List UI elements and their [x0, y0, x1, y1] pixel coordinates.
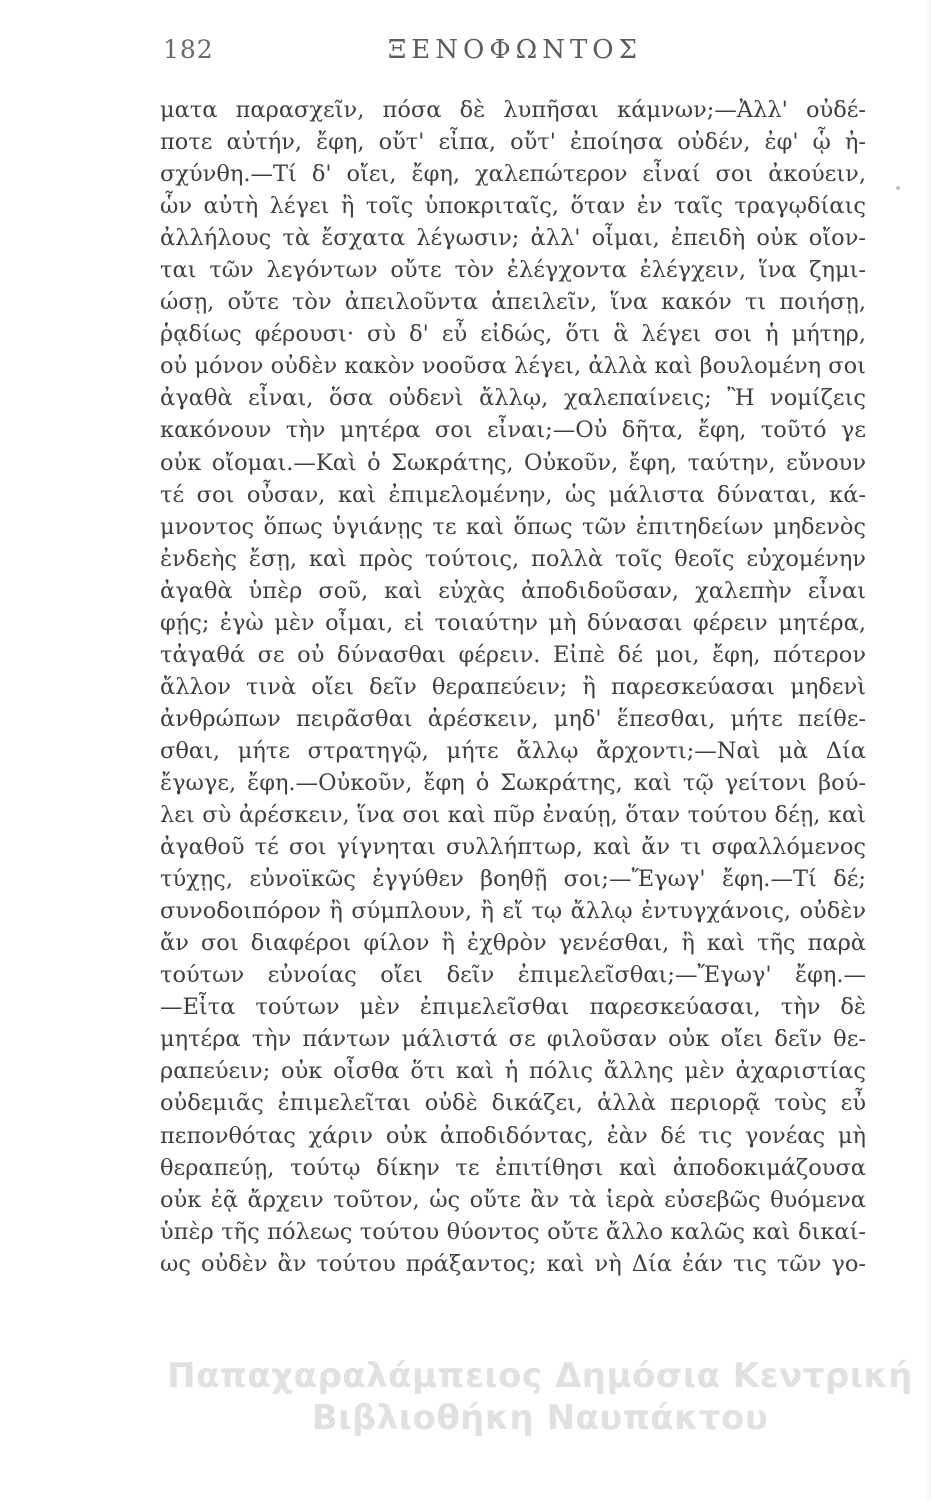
text-line: οὐκ οἴομαι.—Καὶ ὁ Σωκράτης, Οὐκοῦν, ἔφη, ταύτην, εὔνουν [160, 449, 866, 476]
text-line: φῄς; ἐγὼ μὲν οἶμαι, εἰ τοιαύτην μὴ δύνασαι φέρειν μητέρα, [160, 609, 866, 636]
text-line: ραπεύειν; οὐκ οἶσθα ὅτι καὶ ἡ πόλις ἄλλης μὲν ἀχαριστίας [160, 1058, 866, 1085]
text-line: ται τῶν λεγόντων οὔτε τὸν ἐλέγχοντα ἐλέγχειν, ἵνα ζημι- [160, 257, 866, 284]
text-line: λει σὺ ἀρέσκειν, ἵνα σοι καὶ πῦρ ἐναύῃ, ὅταν τούτου δέῃ, καὶ [160, 802, 866, 829]
text-line: μητέρα τὴν πάντων μάλιστά σε φιλοῦσαν οὐκ οἴει δεῖν θε- [160, 1026, 866, 1053]
text-line: ἄλλον τινὰ οἴει δεῖν θεραπεύειν; ἢ παρεσκεύασαι μηδενὶ [160, 673, 866, 700]
text-line: ποτε αὐτήν, ἔφη, οὔτ' εἶπα, οὔτ' ἐποίησα οὐδέν, ἐφ' ᾧ ἠ- [160, 129, 866, 156]
text-line: οὐκ ἐᾷ ἄρχειν τοῦτον, ὡς οὔτε ἂν τὰ ἱερὰ εὐσεβῶς θυόμενα [160, 1186, 866, 1213]
text-line: μνοντος ὅπως ὑγιάνῃς τε καὶ ὅπως τῶν ἐπιτηδείων μηδενὸς [160, 513, 866, 540]
text-line: ὧν αὐτὴ λέγει ἢ τοῖς ὑποκριταῖς, ὅταν ἐν ταῖς τραγῳδίαις [160, 193, 866, 220]
text-line: ως οὐδὲν ἂν τούτου πράξαντος; καὶ νὴ Δία ἐάν τις τῶν γο- [160, 1250, 866, 1277]
text-line: ματα παρασχεῖν, πόσα δὲ λυπῆσαι κάμνων;—Ἀλλ' οὐδέ- [160, 97, 866, 123]
text-line: ἀγαθὰ ὑπὲρ σοῦ, καὶ εὐχὰς ἀποδιδοῦσαν, χαλεπὴν εἶναι [160, 577, 866, 604]
text-line: οὐδεμιᾶς ἐπιμελεῖται οὐδὲ δικάζει, ἀλλὰ περιορᾷ τοὺς εὖ [160, 1090, 866, 1117]
paper-speck [896, 186, 900, 190]
text-line: συνοδοιπόρον ἢ σύμπλουν, ἢ εἴ τῳ ἄλλῳ ἐντυγχάνοις, οὐδὲν [160, 898, 866, 925]
text-line: τύχῃς, εὐνοϊκῶς ἐγγύθεν βοηθῇ σοι;—Ἔγωγ' ἔφη.—Τί δέ; [160, 866, 866, 893]
running-title: ΞΕΝΟΦΩΝΤΟΣ [388, 35, 643, 65]
text-line: ἐνδεὴς ἔσῃ, καὶ πρὸς τούτοις, πολλὰ τοῖς θεοῖς εὐχομένην [160, 545, 866, 572]
text-line: ἀνθρώπων πειρᾶσθαι ἀρέσκειν, μηδ' ἕπεσθαι, μήτε πείθε- [160, 705, 866, 732]
page-header [0, 33, 931, 73]
body-text [160, 94, 866, 1280]
text-line: οὐ μόνον οὐδὲν κακὸν νοοῦσα λέγει, ἀλλὰ καὶ βουλομένη σοι [160, 353, 866, 380]
library-watermark-line-1: Παπαχαραλάμπειος Δημόσια Κεντρική [167, 1356, 913, 1396]
page-number: 182 [163, 35, 214, 64]
text-line: ἀγαθοῦ τέ σοι γίγνηται συλλήπτωρ, καὶ ἄν τι σφαλλόμενος [160, 834, 866, 861]
text-line: πεπονθότας χάριν οὐκ ἀποδιδόντας, ἐὰν δέ τις γονέας μὴ [160, 1122, 866, 1149]
text-line: ἀλλήλους τὰ ἔσχατα λέγωσιν; ἀλλ' οἶμαι, ἐπειδὴ οὐκ οἴον- [160, 225, 866, 252]
library-watermark-line-2: Βιβλιοθήκη Ναυπάκτου [311, 1398, 769, 1438]
text-line: ἔγωγε, ἔφη.—Οὐκοῦν, ἔφη ὁ Σωκράτης, καὶ τῷ γείτονι βού- [160, 769, 866, 796]
text-line: ώσῃ, οὔτε τὸν ἀπειλοῦντα ἀπειλεῖν, ἵνα κακόν τι ποιήσῃ, [160, 289, 866, 316]
text-line: τἀγαθά σε οὐ δύνασθαι φέρειν. Εἰπὲ δέ μοι, ἔφη, πότερον [160, 641, 866, 668]
text-line: θεραπεύῃ, τούτῳ δίκην τε ἐπιτίθησι καὶ ἀποδοκιμάζουσα [160, 1154, 866, 1181]
text-line: —Εἶτα τούτων μὲν ἐπιμελεῖσθαι παρεσκεύασαι, τὴν δὲ [160, 994, 866, 1021]
text-line: τέ σοι οὖσαν, καὶ ἐπιμελομένην, ὡς μάλιστα δύναται, κά- [160, 481, 866, 508]
text-line: τούτων εὐνοίας οἴει δεῖν ἐπιμελεῖσθαι;—Ἔγωγ' ἔφη.— [160, 962, 866, 989]
text-line: ῥᾳδίως φέρουσι· σὺ δ' εὖ εἰδώς, ὅτι ἃ λέγει σοι ἡ μήτηρ, [160, 321, 866, 348]
text-line: ὑπὲρ τῆς πόλεως τούτου θύοντος οὔτε ἄλλο καλῶς καὶ δικαί- [160, 1218, 866, 1245]
text-line: ἄν σοι διαφέροι φίλον ἢ ἐχθρὸν γενέσθαι, ἢ καὶ τῆς παρὰ [160, 930, 866, 957]
text-line: ἀγαθὰ εἶναι, ὅσα οὐδενὶ ἄλλῳ, χαλεπαίνεις; Ἢ νομίζεις [160, 385, 866, 412]
text-line: σχύνθη.—Τί δ' οἴει, ἔφη, χαλεπώτερον εἶναί σοι ἀκούειν, [160, 161, 866, 188]
text-line: κακόνουν τὴν μητέρα σοι εἶναι;—Οὐ δῆτα, ἔφη, τοῦτό γε [160, 417, 866, 444]
text-line: σθαι, μήτε στρατηγῷ, μήτε ἄλλῳ ἄρχοντι;—Ναὶ μὰ Δία [160, 737, 866, 764]
